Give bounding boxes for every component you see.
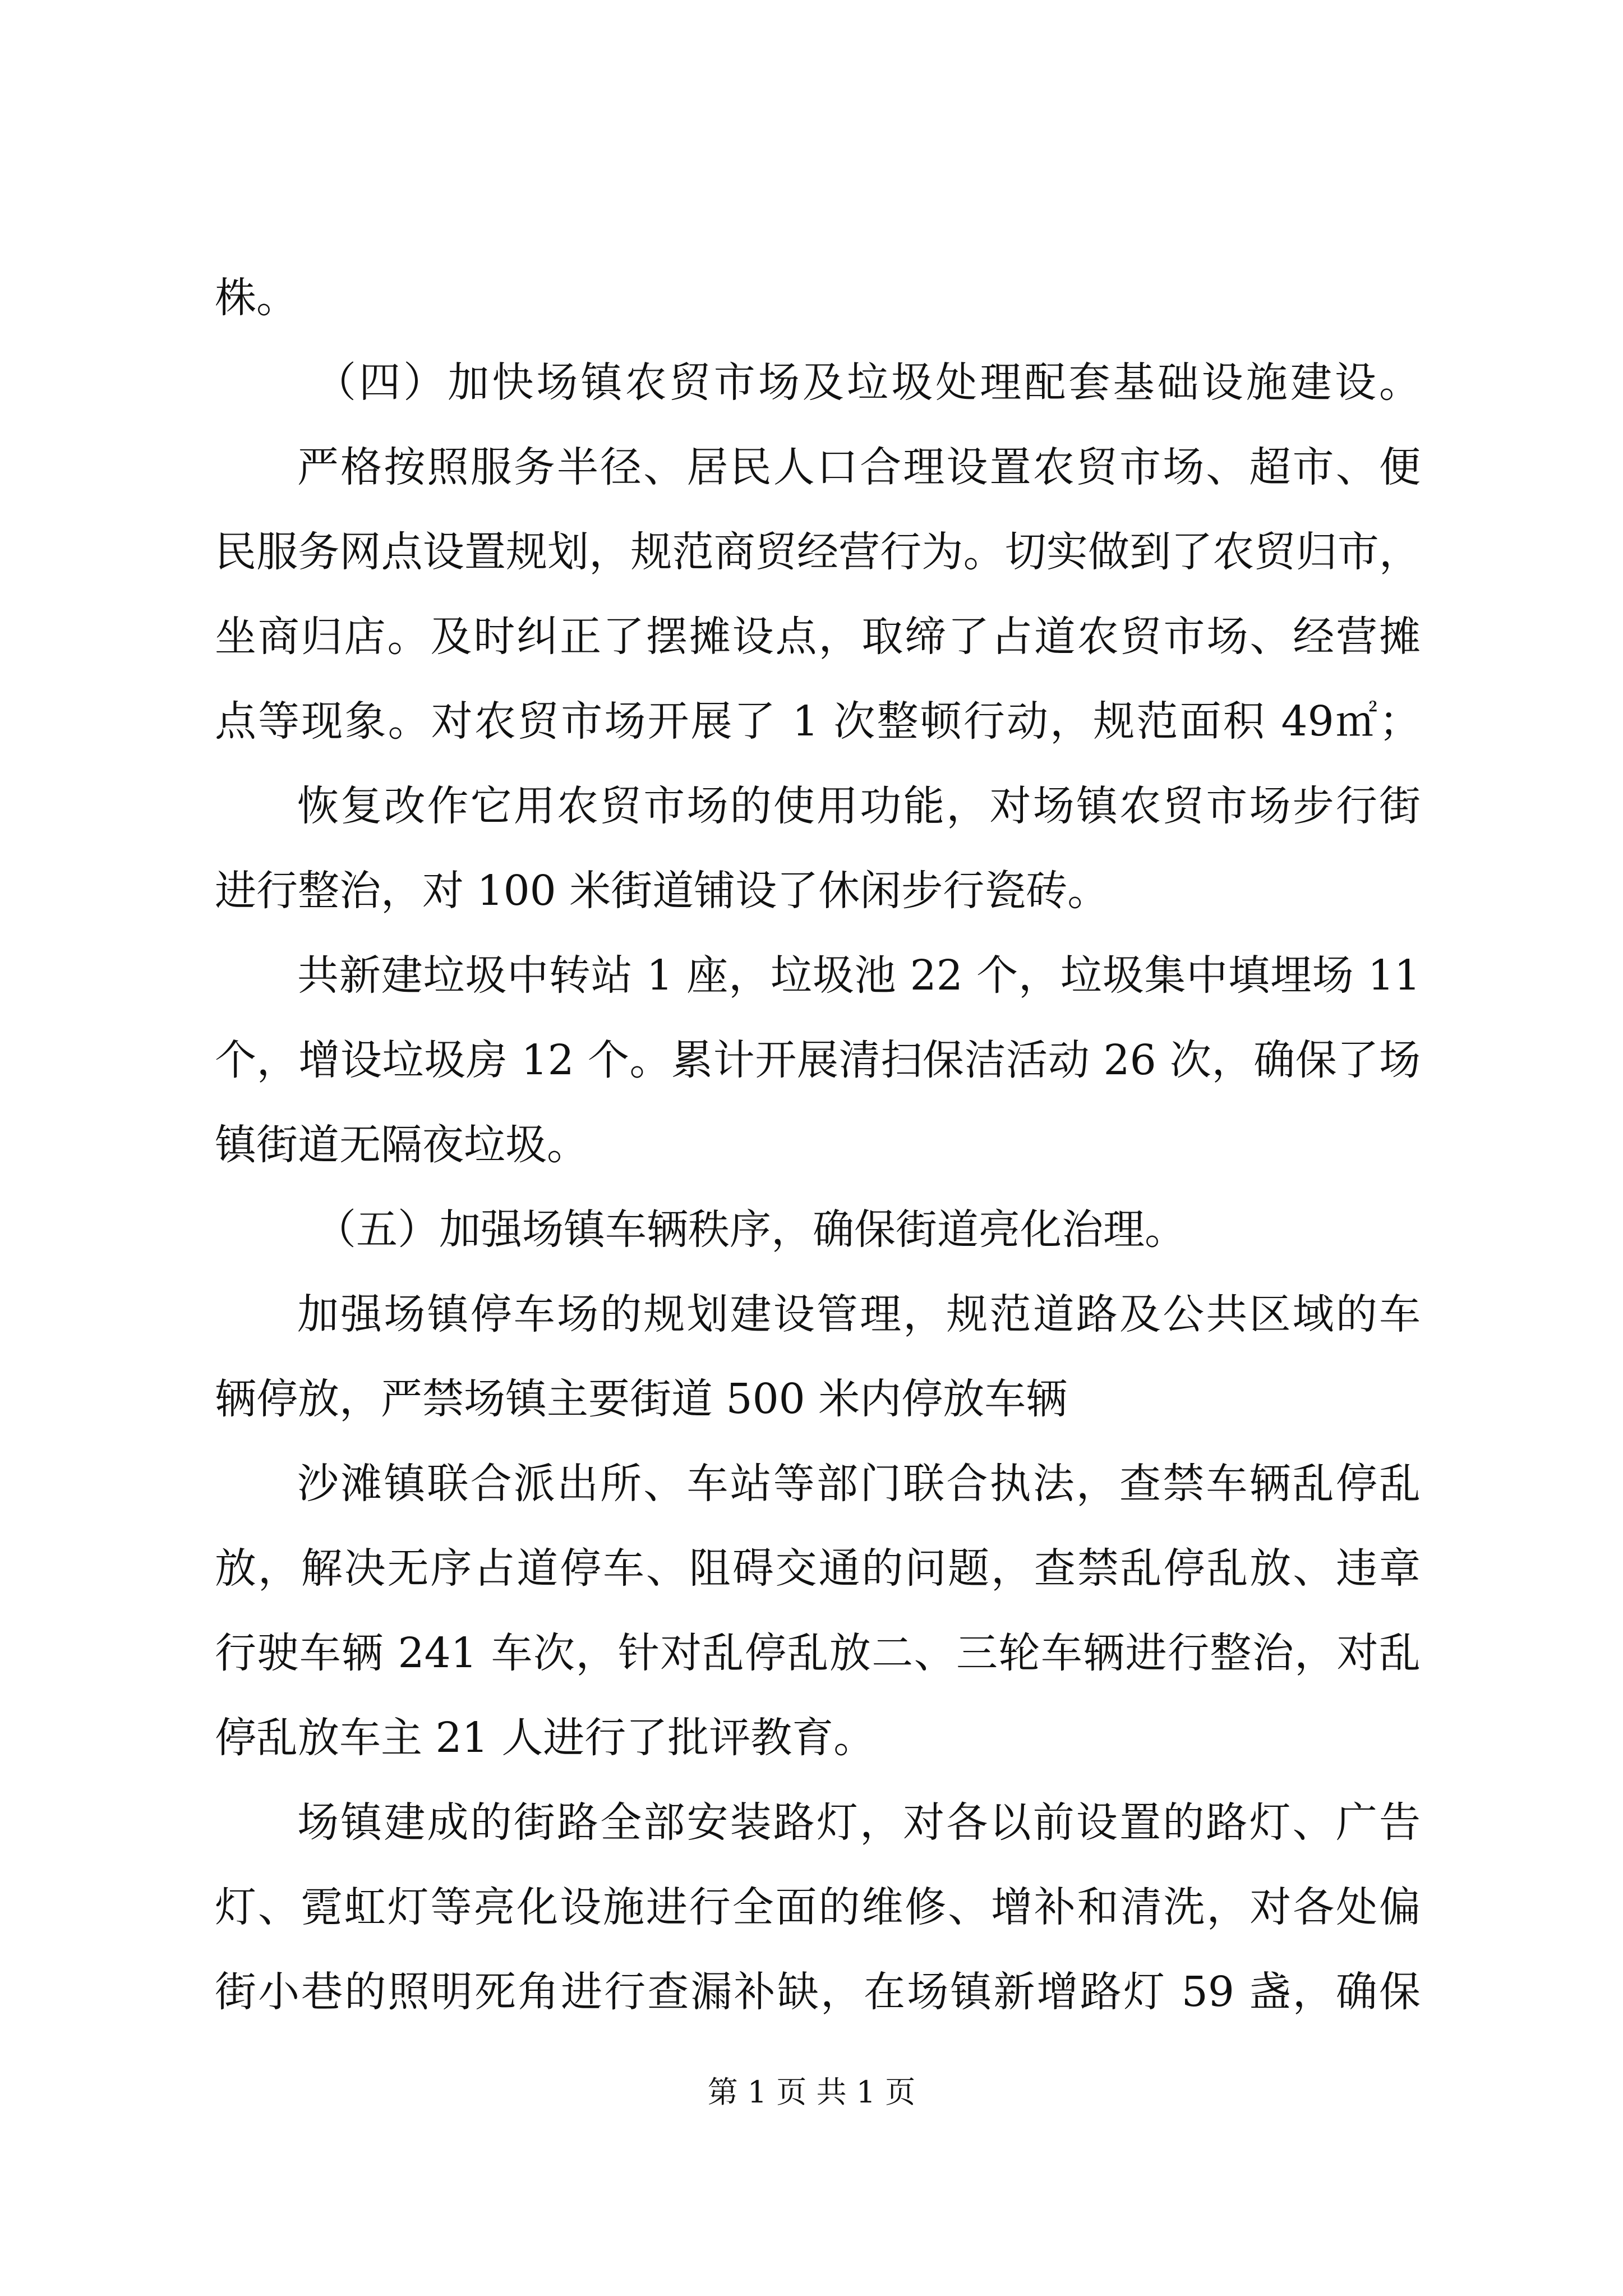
paragraph-line: 场镇建成的街路全部安装路灯，对各以前设置的路灯、广告 <box>297 1798 1421 1847</box>
paragraph-line: 严格按照服务半径、居民人口合理设置农贸市场、超市、便 <box>297 443 1421 491</box>
paragraph-line: 恢复改作它用农贸市场的使用功能，对场镇农贸市场步行街 <box>297 782 1421 830</box>
paragraph-line: 共新建垃圾中转站 1 座，垃圾池 22 个，垃圾集中填埋场 11 <box>297 951 1421 1000</box>
paragraph-line: 镇街道无隔夜垃圾。 <box>215 1121 588 1169</box>
paragraph-line: 个，增设垃圾房 12 个。累计开展清扫保洁活动 26 次，确保了场 <box>215 1036 1421 1084</box>
paragraph-line: 行驶车辆 241 车次，针对乱停乱放二、三轮车辆进行整治，对乱 <box>215 1629 1421 1677</box>
paragraph-line: 点等现象。对农贸市场开展了 1 次整顿行动，规范面积 49㎡； <box>215 697 1421 746</box>
section-heading-4: （四）加快场镇农贸市场及垃圾处理配套基础设施建设。 <box>315 358 1421 407</box>
paragraph-line: 沙滩镇联合派出所、车站等部门联合执法，查禁车辆乱停乱 <box>297 1460 1421 1508</box>
page-footer: 第 1 页 共 1 页 <box>707 2074 916 2110</box>
paragraph-line: 放，解决无序占道停车、阻碍交通的问题，查禁乱停乱放、违章 <box>215 1544 1421 1593</box>
paragraph-line: 街小巷的照明死角进行查漏补缺，在场镇新增路灯 59 盏，确保 <box>215 1968 1421 2016</box>
section-heading-5: （五）加强场镇车辆秩序，确保街道亮化治理。 <box>315 1205 1186 1254</box>
paragraph-line: 辆停放，严禁场镇主要街道 500 米内停放车辆 <box>215 1375 1068 1423</box>
paragraph-line: 灯、霓虹灯等亮化设施进行全面的维修、增补和清洗，对各处偏 <box>215 1883 1421 1931</box>
paragraph-line: 进行整治，对 100 米街道铺设了休闲步行瓷砖。 <box>215 867 1109 915</box>
paragraph-line: 加强场镇停车场的规划建设管理，规范道路及公共区域的车 <box>297 1290 1421 1338</box>
paragraph-line: 坐商归店。及时纠正了摆摊设点，取缔了占道农贸市场、经营摊 <box>215 613 1421 661</box>
paragraph-line: 民服务网点设置规划，规范商贸经营行为。切实做到了农贸归市， <box>215 528 1421 576</box>
paragraph-line: 停乱放车主 21 人进行了批评教育。 <box>215 1714 875 1762</box>
text-line: 株。 <box>215 274 298 322</box>
document-body <box>215 269 1421 2048</box>
